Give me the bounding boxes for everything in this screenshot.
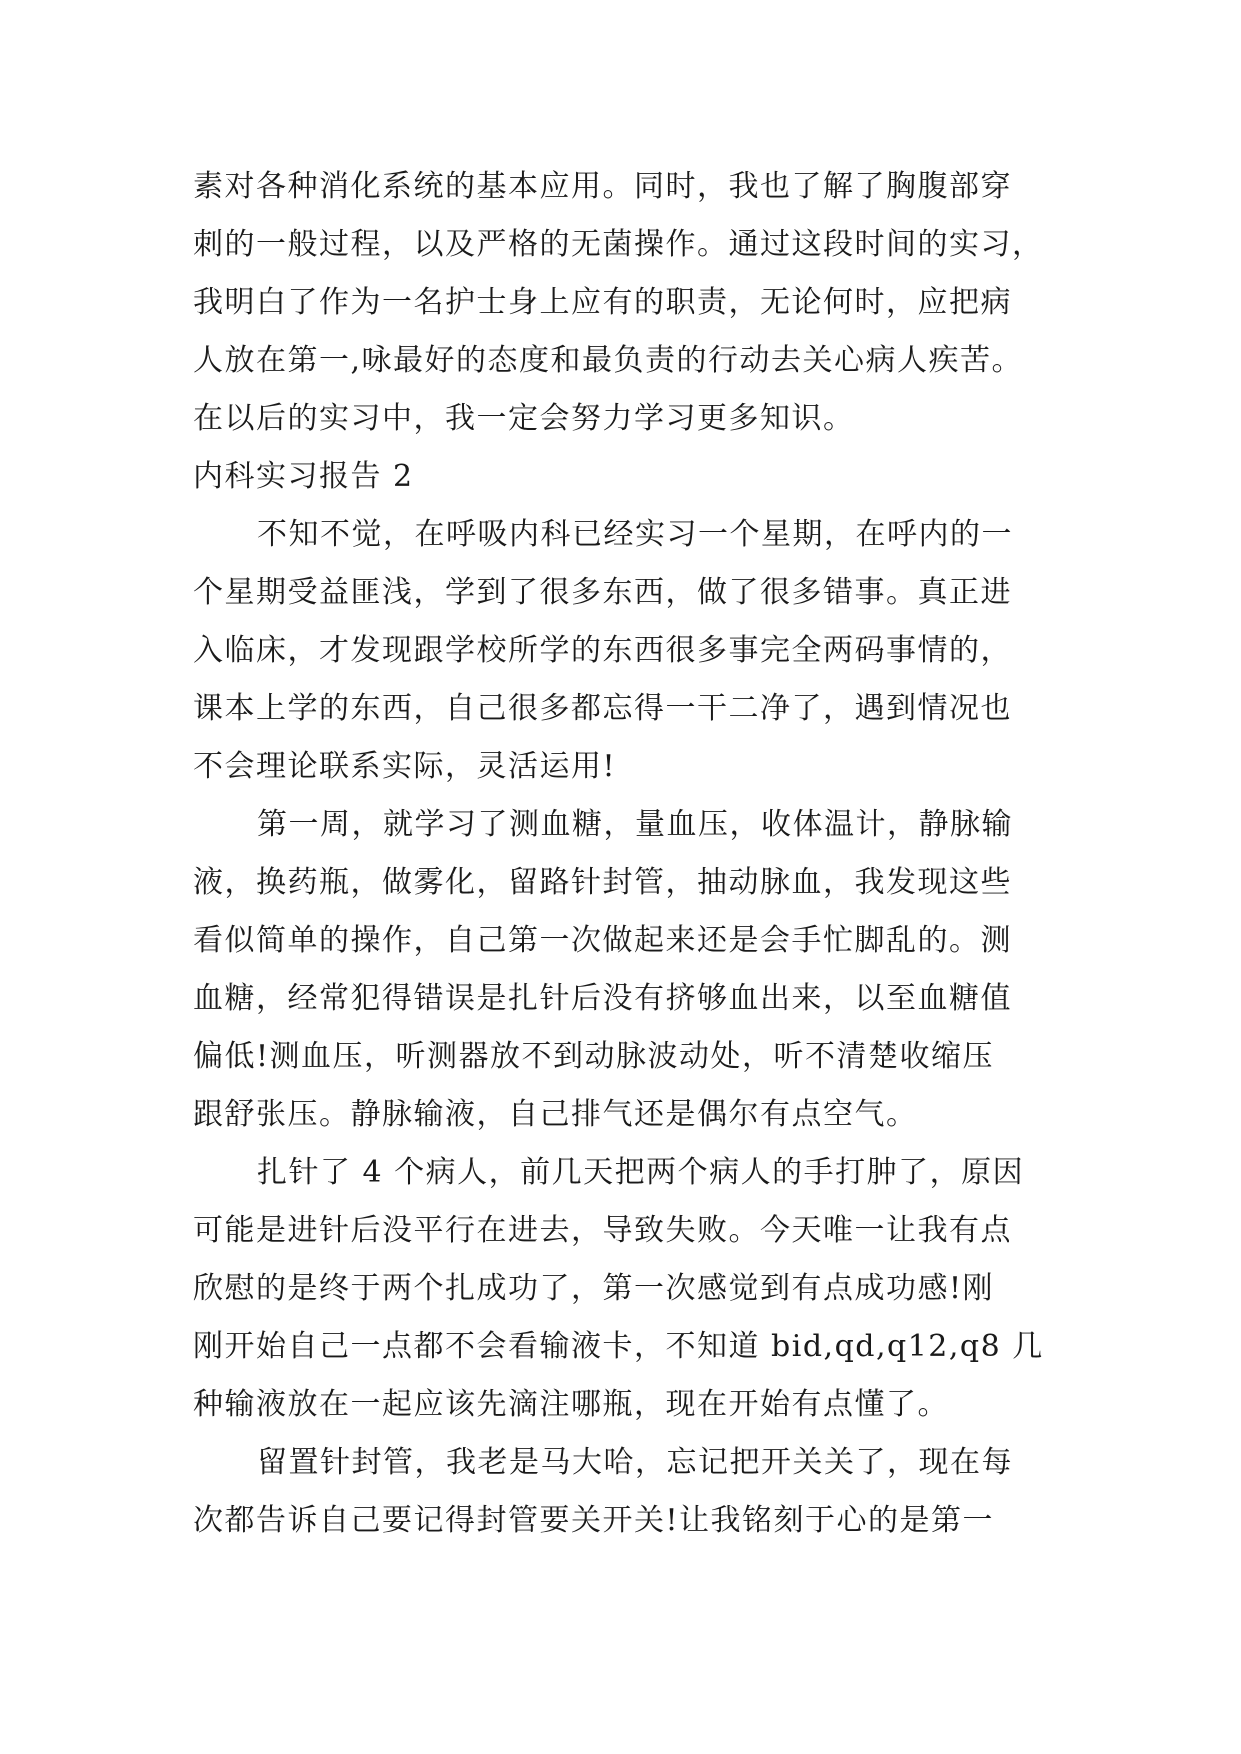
text-line: 课本上学的东西，自己很多都忘得一干二净了，遇到情况也 [193,691,1012,726]
text-line: 素对各种消化系统的基本应用。同时，我也了解了胸腹部穿 [193,169,1012,204]
text-line: 第一周，就学习了测血糖，量血压，收体温计，静脉输 [257,807,1013,842]
text-line: 人放在第一,咏最好的态度和最负责的行动去关心病人疾苦。 [193,343,1024,378]
paragraph-2 [193,796,1073,1144]
document-body [193,158,1073,1550]
text-line: 次都告诉自己要记得封管要关开关!让我铭刻于心的是第一 [193,1503,995,1538]
text-line: 留置针封管，我老是马大哈，忘记把开关关了，现在每 [257,1445,1013,1480]
continuation-paragraph [193,158,1073,448]
text-line: 扎针了 4 个病人，前几天把两个病人的手打肿了，原因 [257,1155,1025,1190]
text-line: 可能是进针后没平行在进去，导致失败。今天唯一让我有点 [193,1213,1012,1248]
text-line: 刚开始自己一点都不会看输液卡，不知道 bid,qd,q12,q8 几 [193,1329,1044,1364]
text-line: 在以后的实习中，我一定会努力学习更多知识。 [193,401,855,436]
text-line: 跟舒张压。静脉输液，自己排气还是偶尔有点空气。 [193,1097,918,1132]
text-line: 入临床，才发现跟学校所学的东西很多事完全两码事情的， [193,633,1012,668]
text-line: 欣慰的是终于两个扎成功了，第一次感觉到有点成功感!刚 [193,1271,995,1306]
paragraph-1 [193,506,1073,796]
text-line: 血糖，经常犯得错误是扎针后没有挤够血出来，以至血糖值 [193,981,1012,1016]
text-line: 种输液放在一起应该先滴注哪瓶，现在开始有点懂了。 [193,1387,949,1422]
text-line: 个星期受益匪浅，学到了很多东西，做了很多错事。真正进 [193,575,1012,610]
text-line: 液，换药瓶，做雾化，留路针封管，抽动脉血，我发现这些 [193,865,1012,900]
text-line: 我明白了作为一名护士身上应有的职责，无论何时，应把病 [193,285,1012,320]
paragraph-3 [193,1144,1073,1434]
text-line: 看似简单的操作，自己第一次做起来还是会手忙脚乱的。测 [193,923,1012,958]
text-line: 刺的一般过程，以及严格的无菌操作。通过这段时间的实习， [193,227,1044,262]
text-line: 偏低!测血压，听测器放不到动脉波动处，听不清楚收缩压 [193,1039,995,1074]
text-line: 不知不觉，在呼吸内科已经实习一个星期，在呼内的一 [257,517,1013,552]
section-heading: 内科实习报告 2 [193,459,414,494]
text-line: 不会理论联系实际，灵活运用! [193,749,617,784]
paragraph-4 [193,1434,1073,1550]
